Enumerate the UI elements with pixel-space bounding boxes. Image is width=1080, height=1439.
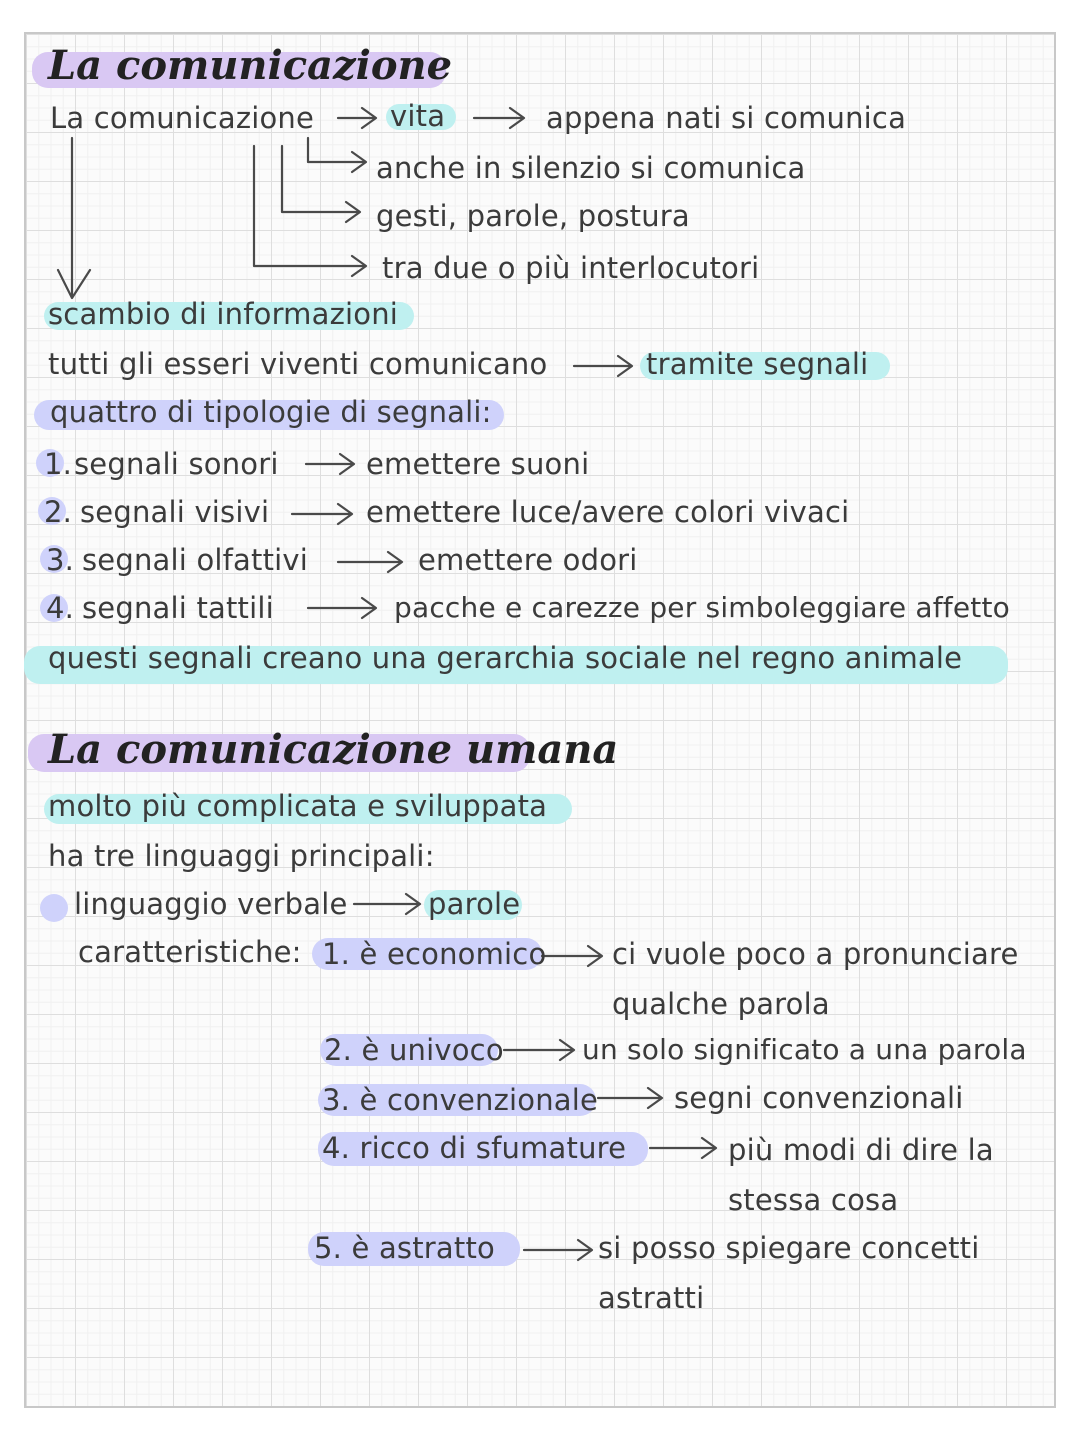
signal-4-desc: pacche e carezze per simboleggiare affetto bbox=[394, 591, 1010, 624]
item-5-desc1: si posso spiegare concetti bbox=[598, 1231, 980, 1265]
signal-3-num: 3. bbox=[46, 543, 75, 577]
signal-4-num: 4. bbox=[46, 591, 75, 625]
complicata-text: molto più complicata e sviluppata bbox=[48, 789, 548, 823]
item-5-desc2: astratti bbox=[598, 1281, 705, 1315]
tipologie-label: quattro di tipologie di segnali: bbox=[50, 395, 492, 429]
item-5-label: 5. è astratto bbox=[314, 1231, 495, 1265]
signal-2-name: segnali visivi bbox=[80, 495, 270, 529]
signal-1-num: 1. bbox=[44, 447, 73, 481]
branch-interlocutori: tra due o più interlocutori bbox=[382, 251, 760, 285]
item-4-desc2: stessa cosa bbox=[728, 1183, 899, 1217]
item-3-desc1: segni convenzionali bbox=[674, 1081, 964, 1115]
item-4-desc1: più modi di dire la bbox=[728, 1133, 994, 1167]
caratteristiche-label: caratteristiche: bbox=[78, 935, 302, 969]
tre-linguaggi-text: ha tre linguaggi principali: bbox=[48, 839, 435, 873]
signal-3-desc: emettere odori bbox=[418, 543, 638, 577]
section2-title: La comunicazione umana bbox=[48, 726, 619, 773]
signal-1-desc: emettere suoni bbox=[366, 447, 590, 481]
verbale-label: linguaggio verbale bbox=[74, 887, 348, 921]
branch-appena-nati: appena nati si comunica bbox=[546, 101, 907, 135]
signal-3-name: segnali olfattivi bbox=[82, 543, 309, 577]
signal-1-name: segnali sonori bbox=[74, 447, 279, 481]
item-3-label: 3. è convenzionale bbox=[322, 1083, 599, 1117]
gerarchia-text: questi segnali creano una gerarchia sociale nel regno animale bbox=[48, 641, 963, 675]
signal-2-num: 2. bbox=[44, 495, 73, 529]
item-1-desc2: qualche parola bbox=[612, 987, 830, 1021]
vita-label: vita bbox=[390, 99, 446, 133]
signal-4-name: segnali tattili bbox=[82, 591, 274, 625]
item-2-desc1: un solo significato a una parola bbox=[582, 1033, 1027, 1066]
scambio-label: scambio di informazioni bbox=[48, 297, 399, 331]
viventi-text: tutti gli esseri viventi comunicano bbox=[48, 347, 548, 381]
branch-silenzio: anche in silenzio si comunica bbox=[376, 151, 806, 185]
comunicazione-subject: La comunicazione bbox=[50, 101, 315, 135]
section1-title: La comunicazione bbox=[48, 42, 453, 89]
parole-label: parole bbox=[428, 887, 521, 921]
tramite-label: tramite segnali bbox=[646, 347, 869, 381]
item-4-label: 4. ricco di sfumature bbox=[322, 1131, 627, 1165]
branch-gesti: gesti, parole, postura bbox=[376, 199, 690, 233]
item-1-desc1: ci vuole poco a pronunciare bbox=[612, 937, 1019, 971]
item-2-label: 2. è univoco bbox=[324, 1033, 504, 1067]
signal-2-desc: emettere luce/avere colori vivaci bbox=[366, 495, 850, 529]
item-1-label: 1. è economico bbox=[322, 937, 547, 971]
